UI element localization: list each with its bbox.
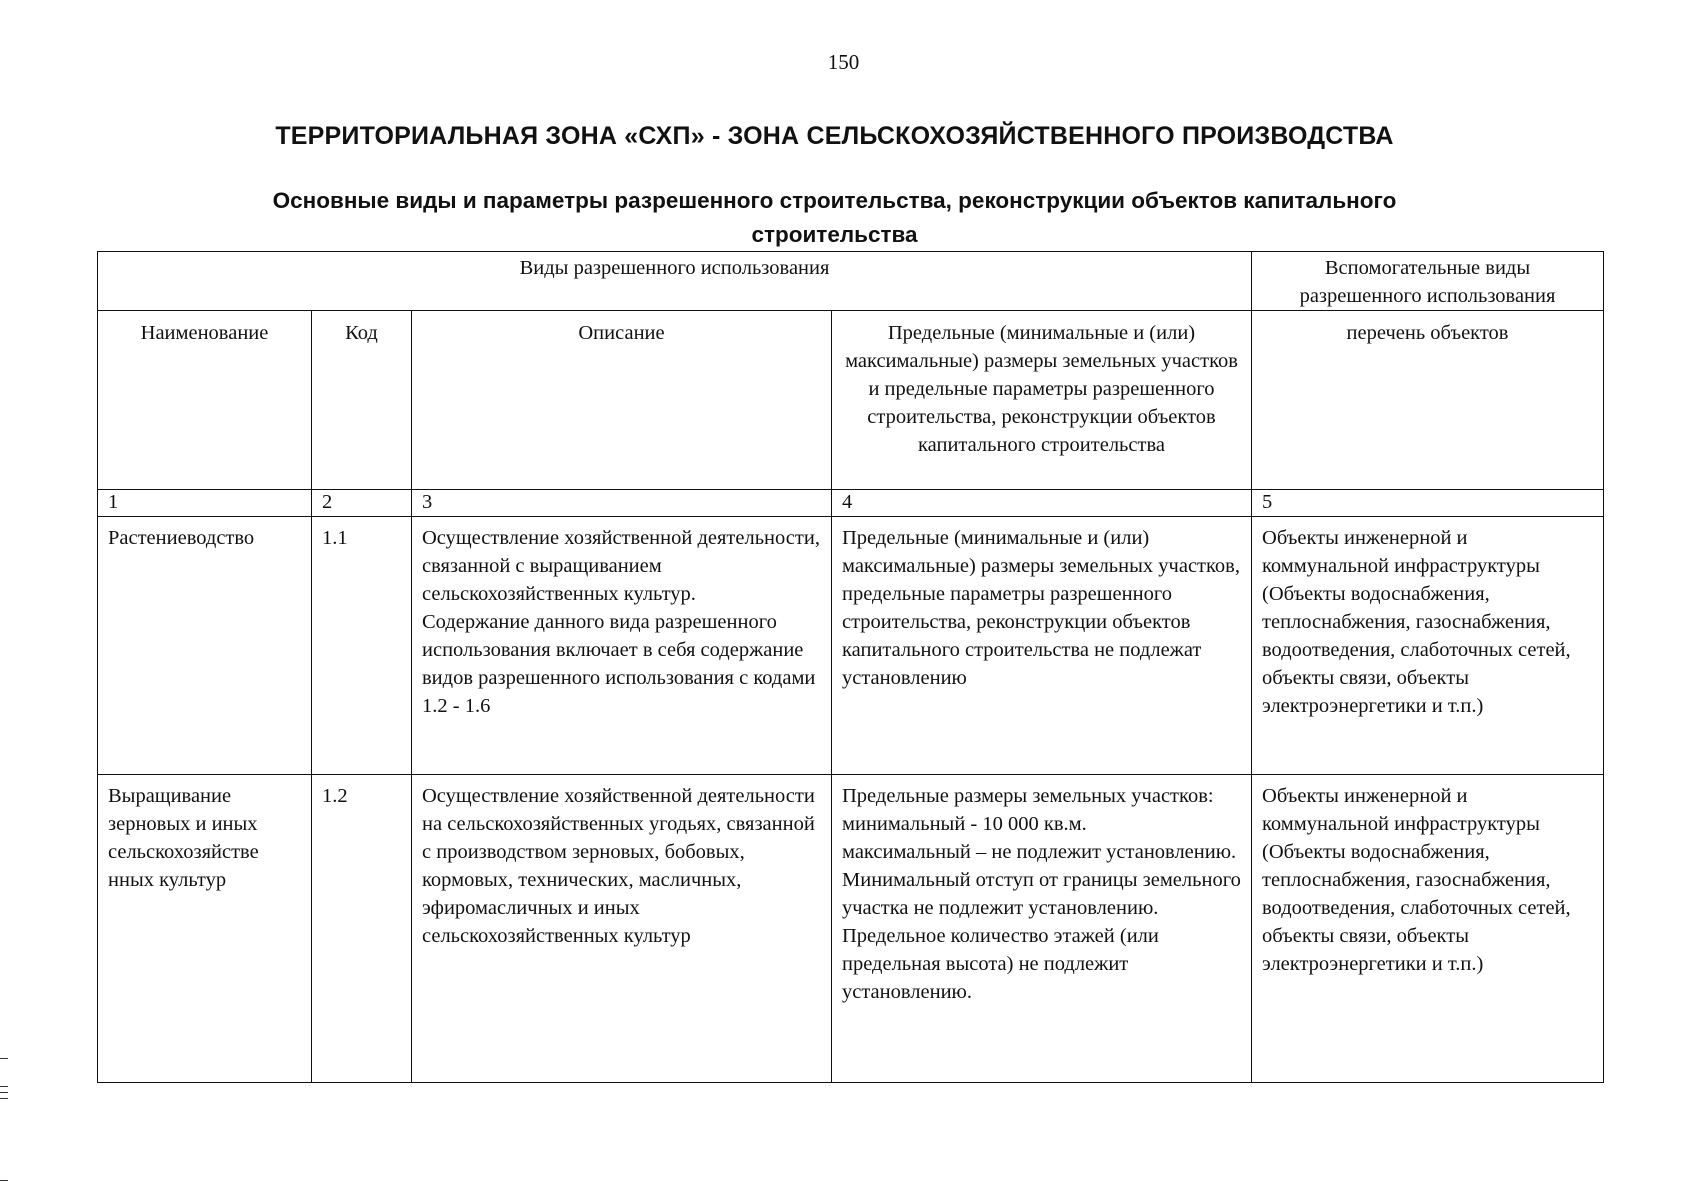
cell-parameters: Предельные (минимальные и (или) максимальные) размеры земельных участков, предельные параметры разрешенного строительства, реконструкции объектов капитального строительства не подлежат установлению [832, 517, 1252, 775]
cell-name: Выращивание зерновых и иных сельскохозяйстве нных культур [98, 775, 312, 1083]
scan-margin-mark [0, 1086, 8, 1087]
table-column-header-row [98, 311, 1604, 490]
table-column-number-row [98, 490, 1604, 517]
scan-margin-mark [0, 1058, 8, 1059]
header-description: Описание [412, 311, 832, 490]
column-number: 5 [1252, 490, 1604, 517]
header-code: Код [312, 311, 412, 490]
cell-code: 1.1 [312, 517, 412, 775]
document-title: ТЕРРИТОРИАЛЬНАЯ ЗОНА «СХП» - ЗОНА СЕЛЬСКОХОЗЯЙСТВЕННОГО ПРОИЗВОДСТВА [275, 122, 1394, 150]
cell-objects: Объекты инженерной и коммунальной инфраструктуры (Объекты водоснабжения, теплоснабжения, газоснабжения, водоотведения, слаботочных сетей, объекты связи, объекты электроэнергетики и т.п.) [1252, 775, 1604, 1083]
table-row [98, 517, 1604, 775]
column-number: 2 [312, 490, 412, 517]
header-permitted-uses: Виды разрешенного использования [98, 252, 1252, 311]
column-number: 1 [98, 490, 312, 517]
scan-margin-mark [0, 1092, 8, 1093]
header-name: Наименование [98, 311, 312, 490]
cell-name: Растениеводство [98, 517, 312, 775]
header-objects: перечень объектов [1252, 311, 1604, 490]
cell-description: Осуществление хозяйственной деятельности, связанной с выращиванием сельскохозяйственных культур. Содержание данного вида разрешенного использования включает в себя содержание видов разрешенного использования с кодами 1.2 - 1.6 [412, 517, 832, 775]
table-group-header-row [98, 252, 1604, 311]
permitted-use-table [97, 251, 1604, 1083]
page-number: 150 [827, 50, 860, 74]
table-row [98, 775, 1604, 1083]
document-subtitle [0, 184, 1683, 252]
scan-margin-mark [0, 1098, 8, 1099]
cell-objects: Объекты инженерной и коммунальной инфраструктуры (Объекты водоснабжения, теплоснабжения, газоснабжения, водоотведения, слаботочных сетей, объекты связи, объекты электроэнергетики и т.п.) [1252, 517, 1604, 775]
cell-description: Осуществление хозяйственной деятельности на сельскохозяйственных угодьях, связанной с производством зерновых, бобовых, кормовых, технических, масличных, эфиромасличных и иных сельскохозяйственных культур [412, 775, 832, 1083]
scan-margin-mark [0, 1180, 8, 1181]
cell-code: 1.2 [312, 775, 412, 1083]
column-number: 3 [412, 490, 832, 517]
subtitle-line-2: строительства [751, 222, 918, 247]
subtitle-line-1: Основные виды и параметры разрешенного строительства, реконструкции объектов капитального [272, 188, 1397, 213]
header-parameters: Предельные (минимальные и (или) максимальные) размеры земельных участков и предельные параметры разрешенного строительства, реконструкции объектов капитального строительства [832, 311, 1252, 490]
header-auxiliary-uses: Вспомогательные виды разрешенного использования [1252, 252, 1604, 311]
cell-parameters: Предельные размеры земельных участков: минимальный - 10 000 кв.м. максимальный – не подлежит установлению. Минимальный отступ от границы земельного участка не подлежит установлению. Предельное количество этажей (или предельная высота) не подлежит установлению. [832, 775, 1252, 1083]
column-number: 4 [832, 490, 1252, 517]
